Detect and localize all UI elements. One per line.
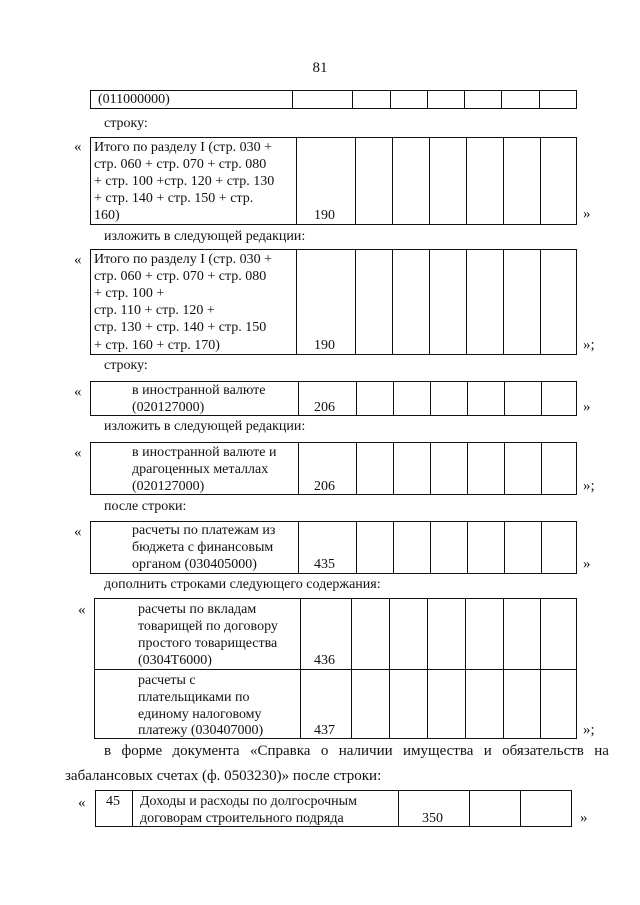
row-code: 190 [314,208,335,223]
row-label: драгоценных металлах [132,462,269,477]
instruction-text: строку: [104,358,148,373]
row-label: расчеты по вкладам [138,602,257,617]
row-label: стр. 060 + стр. 070 + стр. 080 [94,157,267,172]
row-label: стр. 060 + стр. 070 + стр. 080 [94,269,267,284]
row-code: 435 [314,557,335,572]
row-label: (020127000) [132,479,205,494]
row-code: 206 [314,400,335,415]
row-label: + стр. 100 + [94,286,165,301]
row-label: расчеты по платежам из [132,523,276,538]
open-quote: « [74,252,82,268]
row-number: 45 [106,794,120,809]
row-label: стр. 110 + стр. 120 + [94,303,215,318]
paragraph-line: забалансовых счетах (ф. 0503230)» после строки: [65,768,382,784]
row-code: 190 [314,338,335,353]
row-label: (0304Т6000) [138,653,212,668]
row-label: (020127000) [132,400,205,415]
open-quote: « [78,795,86,811]
open-quote: « [74,445,82,461]
instruction-text: строку: [104,116,148,131]
row-label: Итого по разделу I (стр. 030 + [94,252,272,267]
row-code: 437 [314,723,335,738]
open-quote: « [74,524,82,540]
instruction-text: изложить в следующей редакции: [104,229,306,244]
close-quote: »; [583,722,595,738]
close-quote: »; [583,337,595,353]
row-label: стр. 130 + стр. 140 + стр. 150 [94,320,267,335]
row-label: Доходы и расходы по долгосрочным [140,794,357,809]
close-quote: » [583,556,591,572]
close-quote: » [583,399,591,415]
table-cell-code: (011000000) [98,92,170,107]
row-label: товарищей по договору [138,619,278,634]
page-number: 81 [312,60,328,76]
row-label: бюджета с финансовым [132,540,274,555]
instruction-text: изложить в следующей редакции: [104,419,306,434]
row-label: договорам строительного подряда [140,811,344,826]
row-code: 206 [314,479,335,494]
row-label: единому налоговому [138,707,262,722]
open-quote: « [74,384,82,400]
row-code: 350 [422,811,443,826]
row-label: в иностранной валюте [132,383,266,398]
row-label: в иностранной валюте и [132,445,277,460]
instruction-text: дополнить строками следующего содержания: [104,577,381,592]
row-label: простого товарищества [138,636,278,651]
row-label: плательщиками по [138,690,250,705]
open-quote: « [74,139,82,155]
close-quote: » [583,206,591,222]
close-quote: »; [583,478,595,494]
row-label: + стр. 140 + стр. 150 + стр. [94,191,254,206]
row-label: + стр. 160 + стр. 170) [94,338,220,353]
row-label: Итого по разделу I (стр. 030 + [94,140,272,155]
close-quote: » [580,810,588,826]
row-label: органом (030405000) [132,557,257,572]
row-label: расчеты с [138,673,196,688]
row-label: платежу (030407000) [138,723,264,738]
row-label: 160) [94,208,120,223]
row-code: 436 [314,653,335,668]
row-label: + стр. 100 +стр. 120 + стр. 130 [94,174,275,189]
open-quote: « [78,602,86,618]
paragraph-line: в форме документа «Справка о наличии имущества и обязательств на [104,743,609,759]
instruction-text: после строки: [104,499,187,514]
